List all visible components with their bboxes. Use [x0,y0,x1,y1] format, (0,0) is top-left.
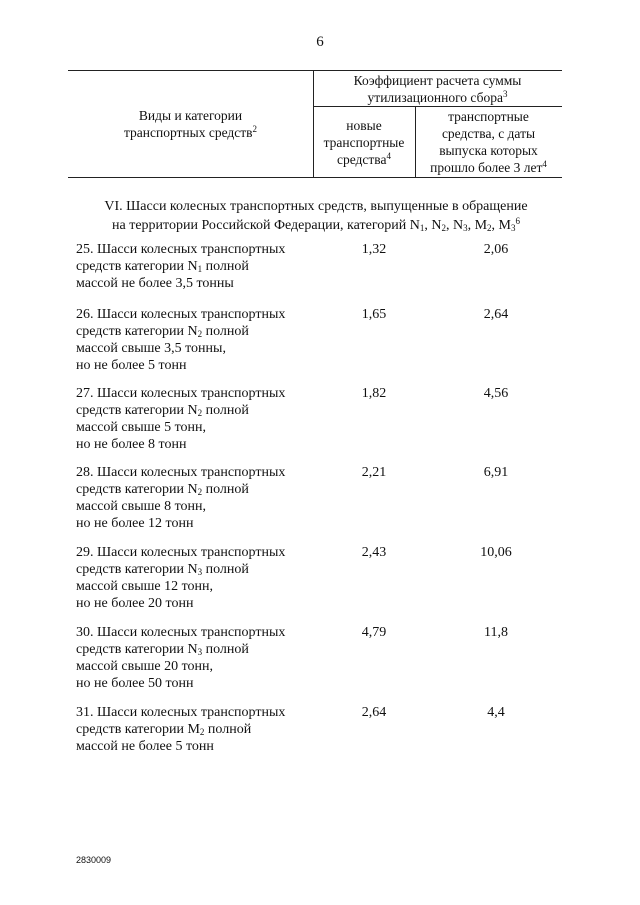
header-col-old [415,108,562,176]
row-label-line: но не более 12 тонн [76,516,194,531]
header-col-new-line2: транспортные [323,135,405,150]
footnote-ref: 3 [502,89,508,100]
row-label-line: 27. Шасси колесных транспортных [76,386,286,401]
section-heading-line1: VI. Шасси колесных транспортных средств, выпущенные в обращение [104,199,528,214]
header-col-old-line3: выпуска которых [439,143,538,158]
row-label-line: массой свыше 5 тонн, [76,420,207,435]
coef-old-value: 10,06 [480,545,512,560]
row-label-line: массой свыше 20 тонн, [76,659,214,674]
row-label-line: массой не более 5 тонн [76,739,214,754]
coef-new-value: 1,32 [361,242,387,257]
header-top-border [68,70,562,71]
footnote-ref: 6 [515,216,520,227]
footnote-ref: 2 [252,124,258,135]
header-col-types-line1: Виды и категории [138,108,243,123]
coef-new-value: 1,82 [361,386,387,401]
coef-new-value: 2,64 [361,705,387,720]
header-col-types [68,107,313,141]
row-label-line: средств категории $N_2$ полной [76,403,249,418]
coef-new-value: 2,43 [361,545,387,560]
row-label-line: 28. Шасси колесных транспортных [76,465,286,480]
section-categories: $N_1$, $N_2$, $N_3$, $M_2$, $M_3$ [409,218,516,233]
page-number: 6 [316,34,324,50]
header-col-coef-line1: Коэффициент расчета суммы [353,73,522,88]
section-heading-prefix: на территории Российской Федерации, категорий [112,218,407,233]
coef-old-value: 11,8 [484,625,508,640]
row-label-line: массой свыше 12 тонн, [76,579,214,594]
row-label-line: но не более 5 тонн [76,358,187,373]
row-label-line: но не более 50 тонн [76,676,194,691]
coef-old-value: 6,91 [483,465,509,480]
row-label-line: средств категории $N_2$ полной [76,324,249,339]
coef-new-value: 1,65 [361,307,387,322]
coef-old-value: 2,64 [483,307,509,322]
header-col-old-line4: прошло более 3 лет [430,160,543,175]
section-category: $M_2$ [474,218,492,233]
row-label-line: массой свыше 3,5 тонны, [76,341,226,356]
section-category: $M_3$ [498,218,516,233]
header-col-types-line2: транспортных средств [123,125,253,140]
row-label [76,385,311,453]
footnote-ref: 4 [386,151,391,162]
header-col-old-line2: средства, с даты [441,126,536,141]
row-label-line: средств категории $N_2$ полной [76,482,249,497]
header-col-new-line3: средства [336,152,387,167]
header-col-old-line1: транспортные [448,109,529,124]
row-label-line: массой свыше 8 тонн, [76,499,207,514]
header-col-new-line1: новые [346,118,382,133]
section-category: $N_2$ [431,218,446,233]
header-col-coef-line2: утилизационного сбора [367,90,503,105]
row-label-line: 25. Шасси колесных транспортных [76,242,286,257]
row-label-line: 26. Шасси колесных транспортных [76,307,286,322]
row-label [76,306,311,374]
row-label [76,624,311,692]
row-label-line: средств категории $N_1$ полной [76,259,249,274]
row-label-line: средств категории $N_3$ полной [76,562,249,577]
row-label [76,704,311,755]
footnote-ref: 4 [542,159,547,170]
row-label-line: массой не более 3,5 тонны [76,276,234,291]
header-subdivider [313,106,562,107]
header-col-coef [313,72,562,106]
coef-old-value: 2,06 [483,242,509,257]
row-label [76,241,311,292]
coef-new-value: 2,21 [361,465,387,480]
coef-new-value: 4,79 [361,625,387,640]
section-category: $N_3$ [452,218,468,233]
row-label-line: 29. Шасси колесных транспортных [76,545,286,560]
coef-old-value: 4,56 [483,386,509,401]
row-label [76,464,311,532]
header-col-new [313,117,415,168]
row-label-line: но не более 8 тонн [76,437,187,452]
section-heading [72,197,560,235]
section-category: $N_1$ [409,218,425,233]
document-code: 2830009 [76,855,112,865]
section-heading-line2 [72,216,560,235]
row-label-line: средств категории $N_3$ полной [76,642,249,657]
row-label-line: средств категории $M_2$ полной [76,722,252,737]
row-label-line: но не более 20 тонн [76,596,194,611]
coef-old-value: 4,4 [487,705,505,720]
header-bottom-border [68,177,562,178]
row-label-line: 30. Шасси колесных транспортных [76,625,286,640]
row-label-line: 31. Шасси колесных транспортных [76,705,286,720]
row-label [76,544,311,612]
